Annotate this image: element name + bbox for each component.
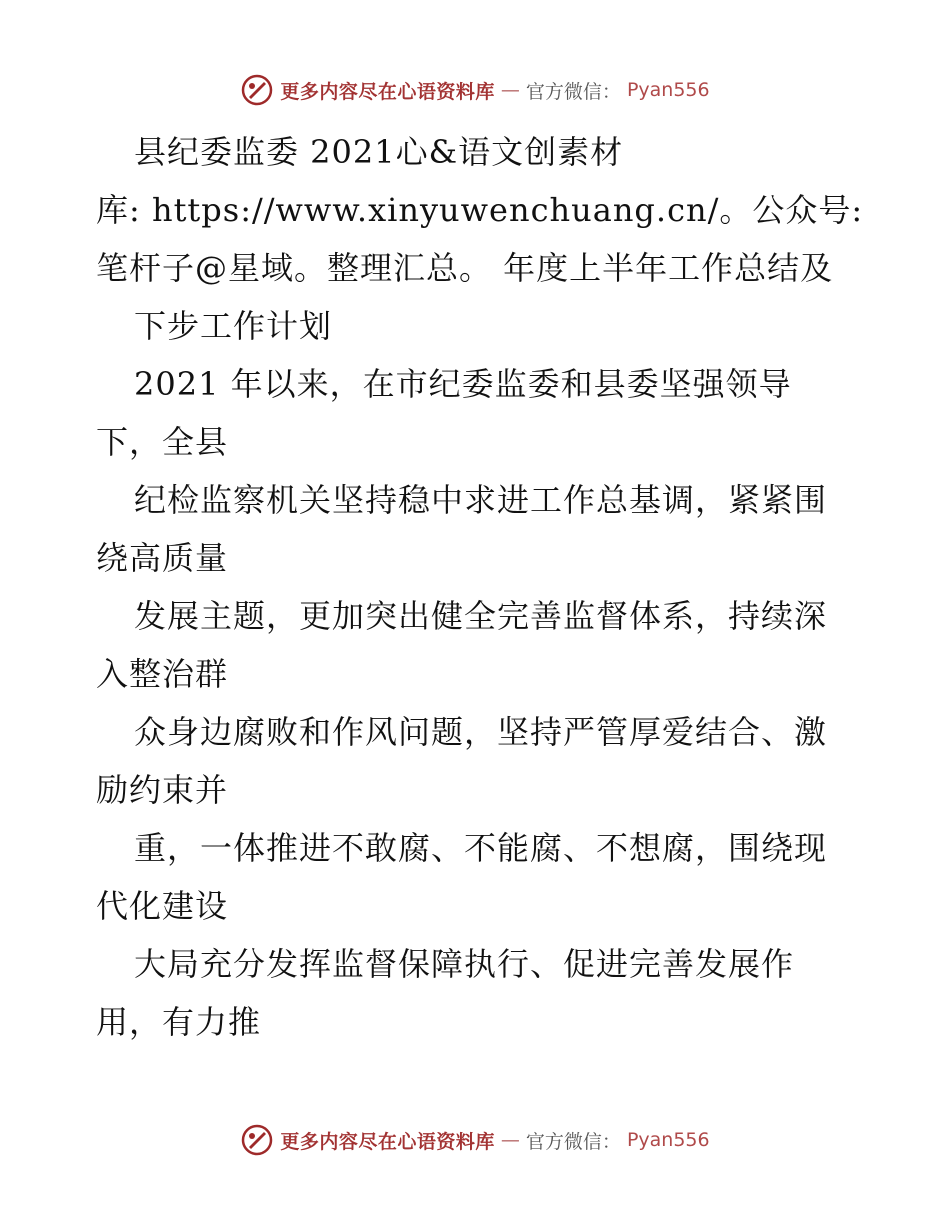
watermark-separator: — [500,1129,520,1151]
quill-seal-icon [240,73,274,107]
text-line: 县纪委监委 2021心&语文创素材 [134,133,624,171]
text-line: 笔杆子@星域。整理汇总。 年度上半年工作总结及 [96,249,834,287]
footer-watermark [0,1120,950,1160]
document-body [96,123,864,1051]
text-line: 下步工作计划 [134,307,333,345]
watermark-wechat-id: Pyan556 [626,1129,710,1151]
text-line: 励约束并 [96,771,229,809]
text-line: 代化建设 [96,887,229,925]
header-watermark [0,70,950,110]
quill-seal-icon [240,1123,274,1157]
watermark-separator: — [500,79,520,101]
text-line: 发展主题，更加突出健全完善监督体系，持续深 [134,597,828,635]
text-line: 库: https://www.xinyuwenchuang.cn/。公众号: [96,191,864,229]
watermark-text: 更多内容尽在心语资料库 [280,1130,495,1153]
text-line: 2021 年以来，在市纪委监委和县委坚强领导 [134,365,792,403]
text-line: 纪检监察机关坚持稳中求进工作总基调，紧紧围 [134,481,828,519]
text-line: 大局充分发挥监督保障执行、促进完善发展作 [134,945,795,983]
watermark-text: 更多内容尽在心语资料库 [280,80,495,103]
text-line: 重，一体推进不敢腐、不能腐、不想腐，围绕现 [134,829,828,867]
text-line: 下，全县 [96,423,229,461]
watermark-official-label: 官方微信： [525,1130,621,1153]
watermark-wechat-id: Pyan556 [626,79,710,101]
text-line: 用，有力推 [96,1003,262,1041]
text-line: 绕高质量 [96,539,229,577]
text-line: 众身边腐败和作风问题，坚持严管厚爱结合、激 [134,713,828,751]
text-line: 入整治群 [96,655,229,693]
watermark-official-label: 官方微信： [525,80,621,103]
